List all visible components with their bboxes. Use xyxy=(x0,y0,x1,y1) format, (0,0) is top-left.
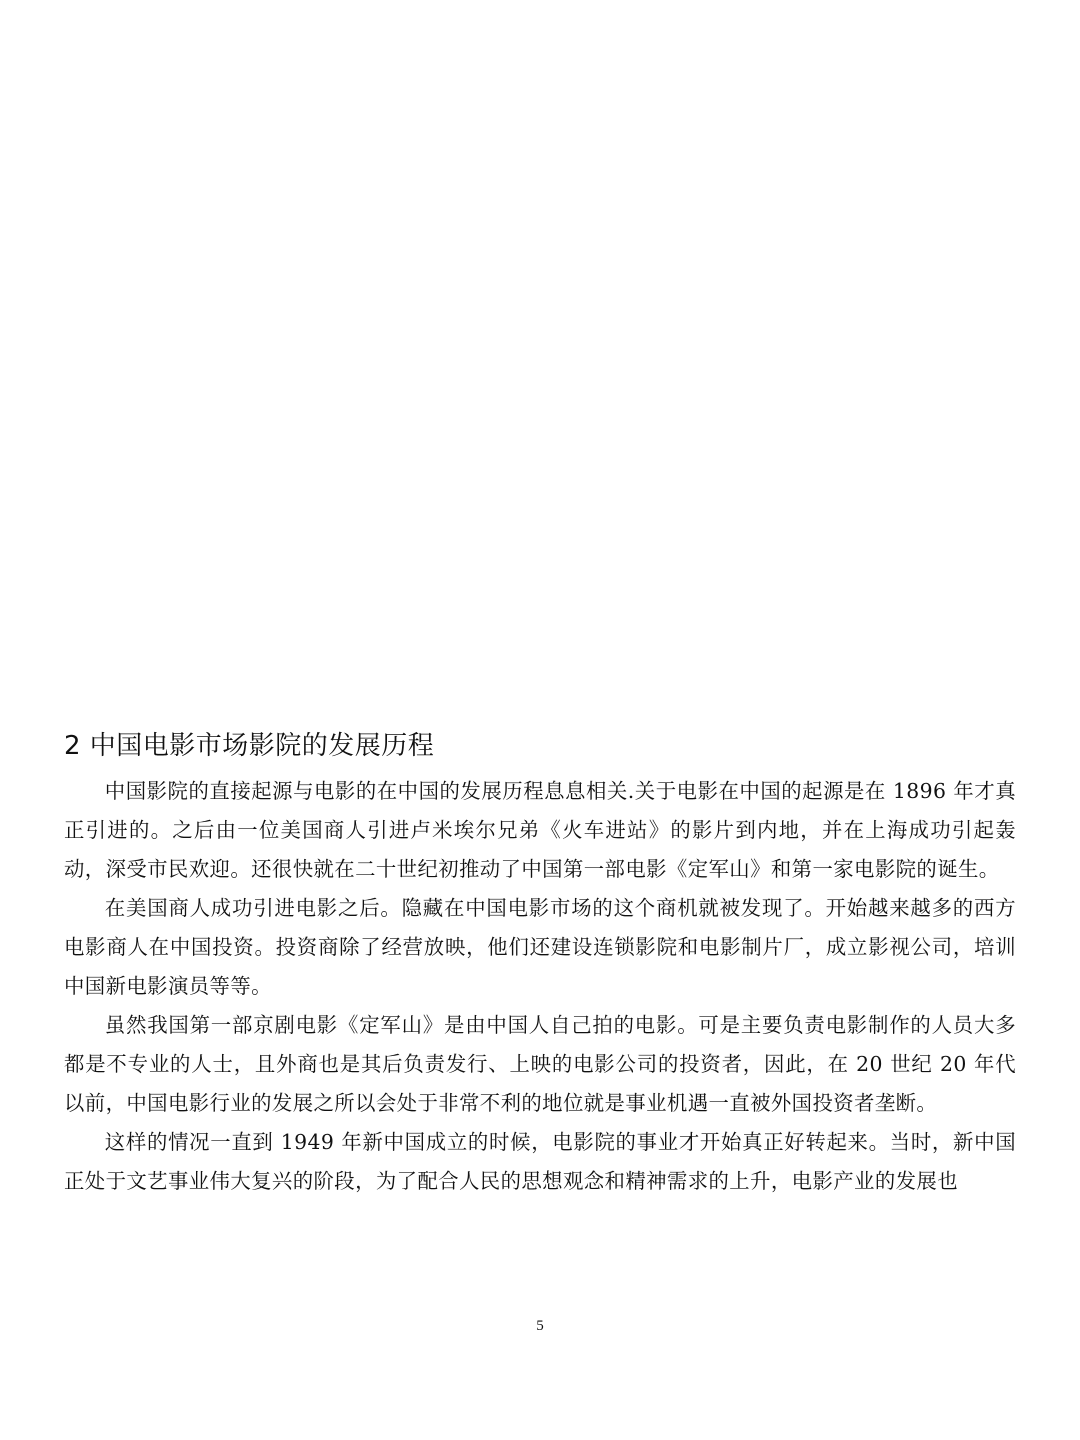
section-content xyxy=(64,728,1016,1201)
paragraph-4: 这样的情况一直到 1949 年新中国成立的时候，电影院的事业才开始真正好转起来。当时，新中国正处于文艺事业伟大复兴的阶段，为了配合人民的思想观念和精神需求的上升，电影产业的发展也 xyxy=(64,1130,1016,1193)
page-number: 5 xyxy=(536,1318,544,1334)
section-title: 2 中国电影市场影院的发展历程 xyxy=(64,731,435,761)
paragraph-1: 中国影院的直接起源与电影的在中国的发展历程息息相关.关于电影在中国的起源是在 1896 年才真正引进的。之后由一位美国商人引进卢米埃尔兄弟《火车进站》的影片到内地，并在上海成功引起轰动，深受市民欢迎。还很快就在二十世纪初推动了中国第一部电影《定军山》和第一家电影院的诞生。 xyxy=(64,779,1016,881)
paragraph-3: 虽然我国第一部京剧电影《定军山》是由中国人自己拍的电影。可是主要负责电影制作的人员大多都是不专业的人士，且外商也是其后负责发行、上映的电影公司的投资者，因此，在 20 世纪 20 年代以前，中国电影行业的发展之所以会处于非常不利的地位就是事业机遇一直被外国投资者垄断。 xyxy=(64,1013,1016,1115)
paragraph-2: 在美国商人成功引进电影之后。隐藏在中国电影市场的这个商机就被发现了。开始越来越多的西方电影商人在中国投资。投资商除了经营放映，他们还建设连锁影院和电影制片厂，成立影视公司，培训中国新电影演员等等。 xyxy=(64,896,1016,998)
